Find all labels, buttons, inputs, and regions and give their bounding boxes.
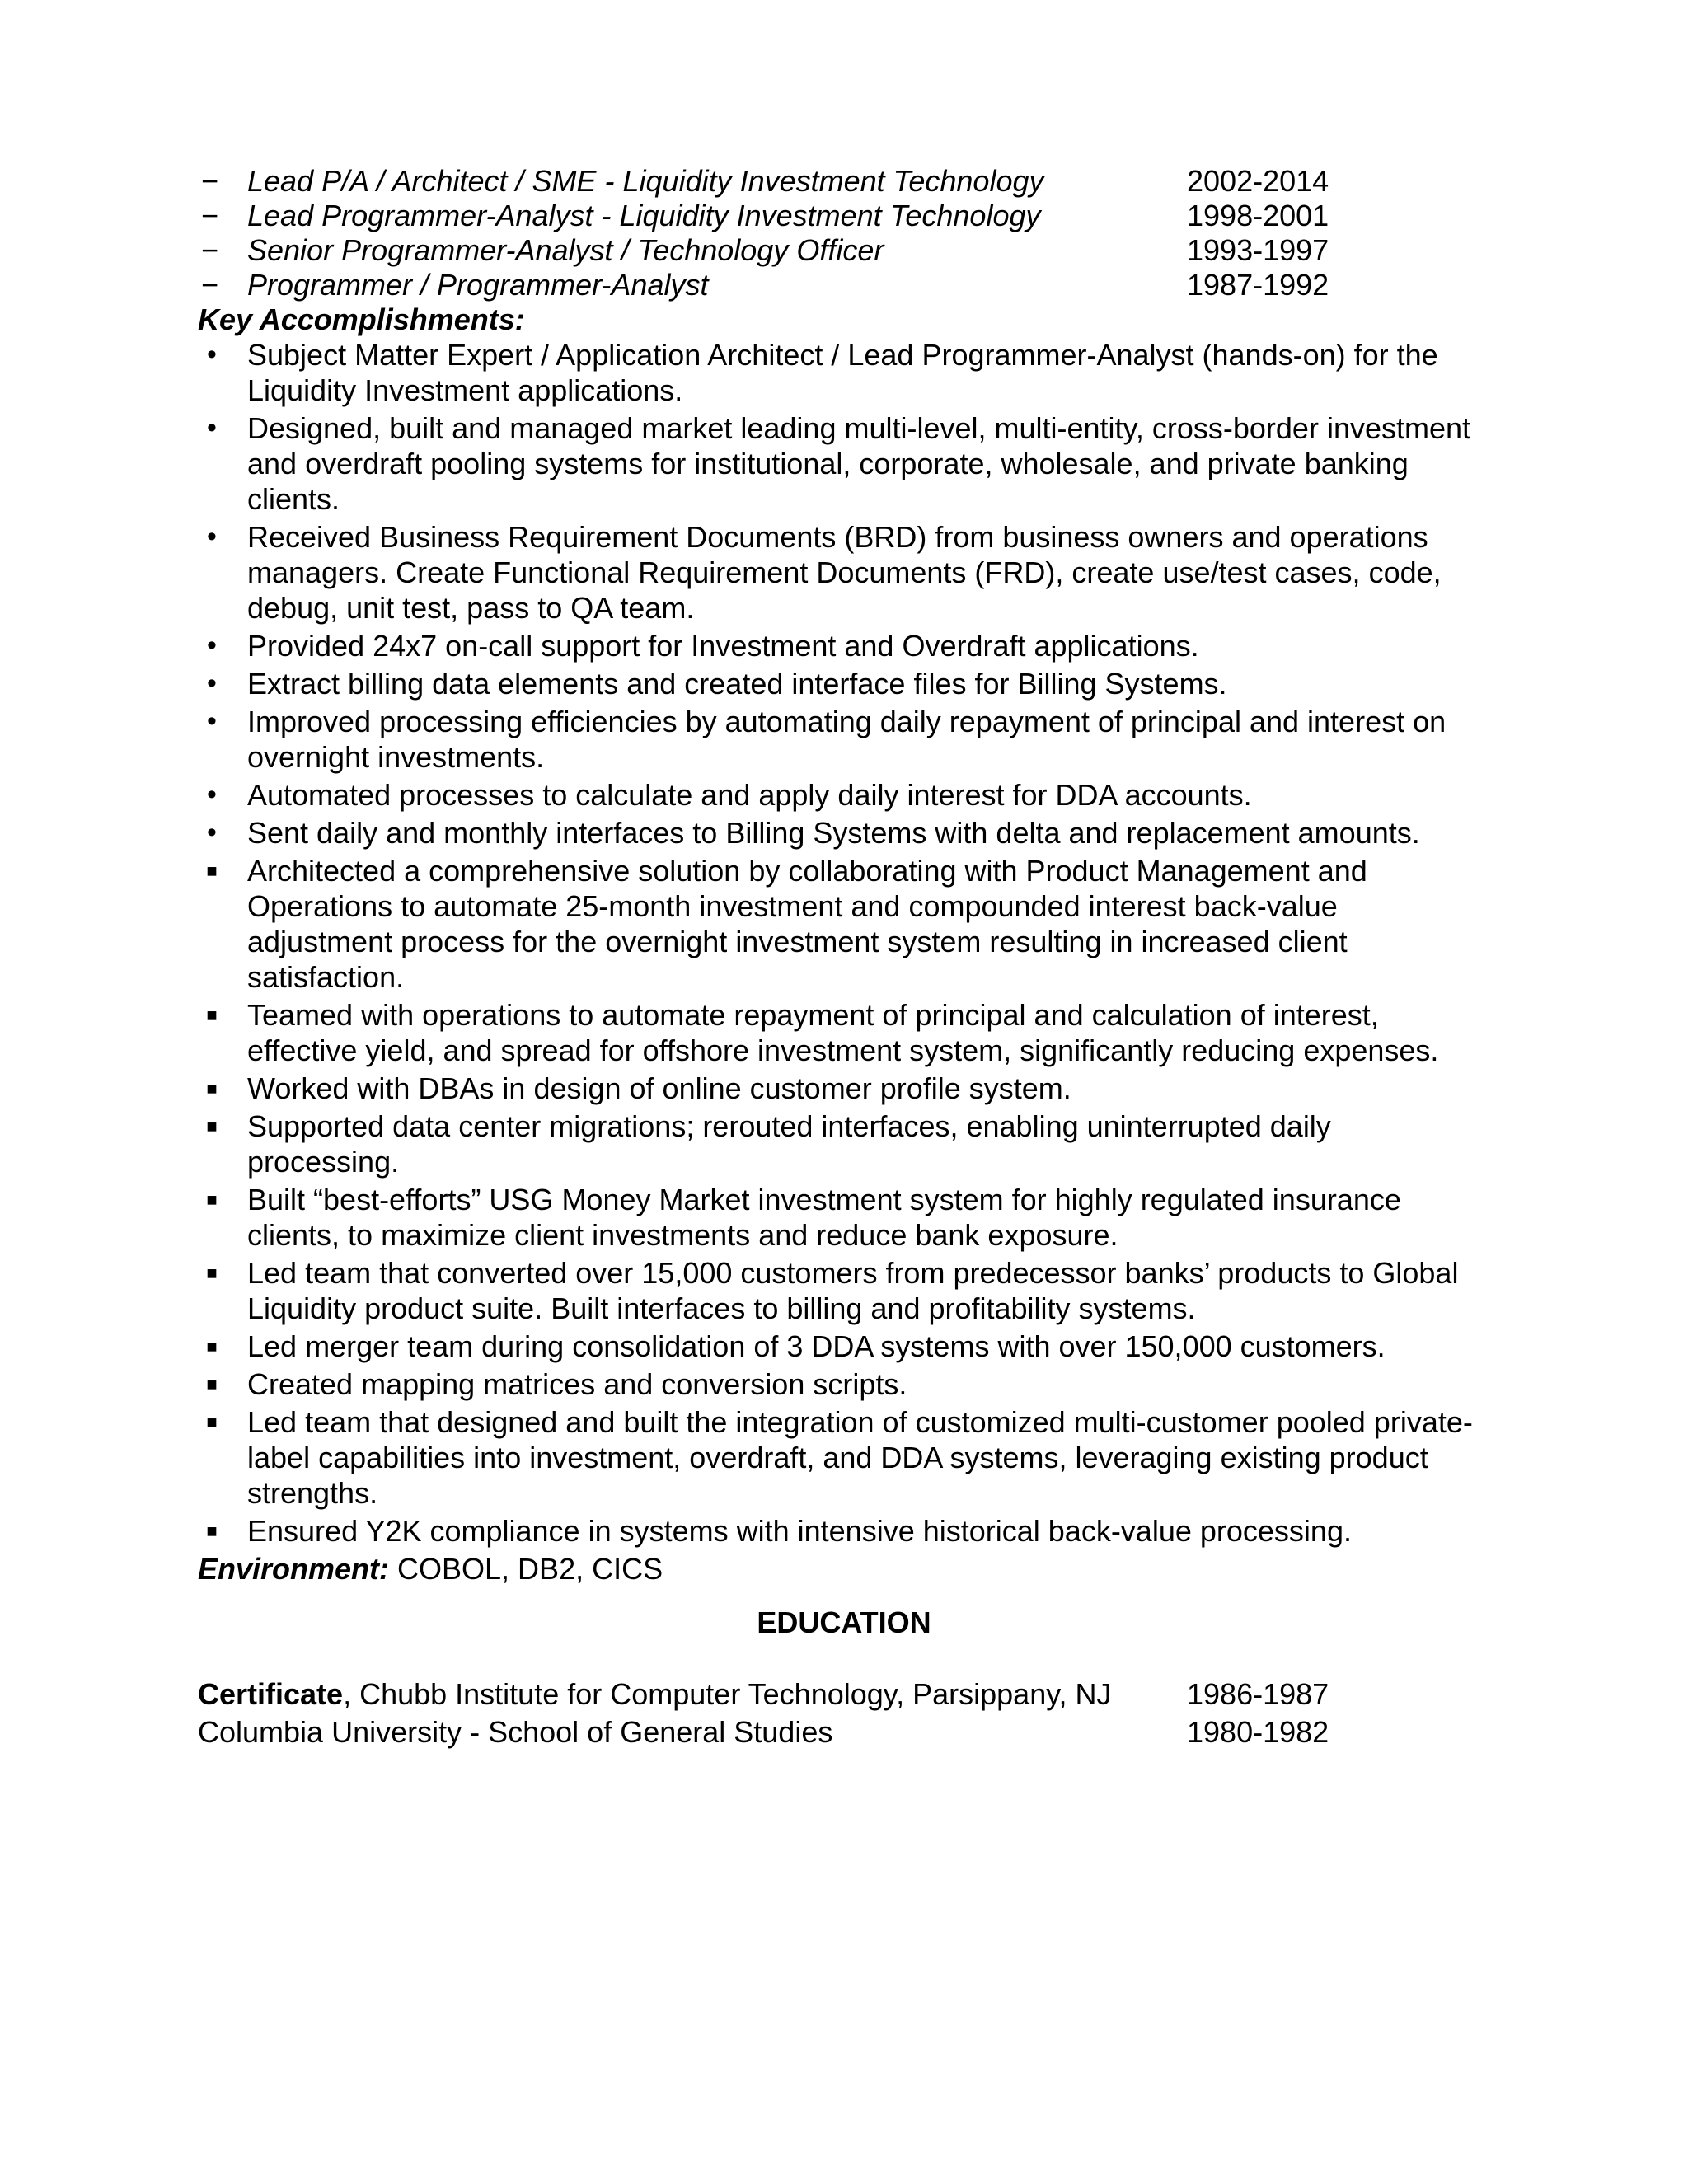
role-row bbox=[198, 198, 1484, 232]
list-item-text: Led team that designed and built the integration of customized multi-customer pooled private-label capabilities into investment, overdraft, and DDA systems, leveraging existing product strengths. bbox=[247, 1405, 1473, 1510]
education-institution bbox=[198, 1714, 832, 1750]
education-entry bbox=[198, 1714, 1484, 1752]
bullet-icon: • bbox=[207, 339, 217, 370]
square-bullet-icon: ■ bbox=[206, 1374, 218, 1394]
bullet-icon: • bbox=[207, 630, 217, 661]
list-item bbox=[198, 1071, 1484, 1106]
list-item-text: Automated processes to calculate and apply daily interest for DDA accounts. bbox=[247, 778, 1252, 812]
square-bullet-icon: ■ bbox=[206, 1078, 218, 1099]
list-item-text: Provided 24x7 on-call support for Investment and Overdraft applications. bbox=[247, 629, 1199, 663]
education-institution bbox=[198, 1676, 1112, 1712]
list-item bbox=[198, 1513, 1484, 1549]
list-item-text: Led merger team during consolidation of 3 DDA systems with over 150,000 customers. bbox=[247, 1329, 1386, 1363]
list-item bbox=[198, 815, 1484, 851]
list-item-text: Sent daily and monthly interfaces to Billing Systems with delta and replacement amounts. bbox=[247, 816, 1420, 850]
role-row bbox=[198, 267, 1484, 302]
list-item bbox=[198, 1329, 1484, 1364]
square-bullet-icon: ■ bbox=[206, 1412, 218, 1432]
list-item-text: Improved processing efficiencies by automating daily repayment of principal and interest on overnight investments. bbox=[247, 705, 1447, 774]
list-item bbox=[198, 704, 1484, 775]
education-heading: EDUCATION bbox=[757, 1605, 931, 1639]
list-item bbox=[198, 777, 1484, 813]
bullet-icon: • bbox=[207, 779, 217, 810]
list-item bbox=[198, 1404, 1484, 1511]
square-bullet-icon: ■ bbox=[206, 860, 218, 881]
education-entry bbox=[198, 1676, 1484, 1714]
role-title: Lead Programmer-Analyst - Liquidity Investment Technology bbox=[247, 199, 1041, 232]
role-years: 1993-1997 bbox=[1187, 233, 1329, 267]
list-item-text: Extract billing data elements and created interface files for Billing Systems. bbox=[247, 667, 1227, 701]
list-item-text: Designed, built and managed market leading multi-level, multi-entity, cross-border investment and overdraft pooling systems for institutional, corporate, wholesale, and private banking clients. bbox=[247, 411, 1471, 516]
list-item bbox=[198, 1108, 1484, 1179]
dash-marker: − bbox=[201, 164, 219, 198]
dash-marker: − bbox=[201, 233, 219, 267]
environment-label: Environment: bbox=[198, 1552, 390, 1586]
list-item bbox=[198, 1255, 1484, 1326]
education-detail: Columbia University - School of General Studies bbox=[198, 1715, 833, 1749]
role-title: Senior Programmer-Analyst / Technology Officer bbox=[247, 233, 884, 267]
list-item-text: Received Business Requirement Documents (BRD) from business owners and operations managers. Create Functional Requirement Documents (FRD), create use/test cases, code, debug, unit test, pass to QA team. bbox=[247, 520, 1442, 625]
role-years: 1998-2001 bbox=[1187, 199, 1329, 232]
square-bullet-icon: ■ bbox=[206, 1336, 218, 1357]
key-accomplishments-heading: Key Accomplishments: bbox=[198, 302, 525, 336]
education-detail: , Chubb Institute for Computer Technology, Parsippany, NJ bbox=[343, 1677, 1112, 1711]
role-row bbox=[198, 163, 1484, 198]
education-credential: Certificate bbox=[198, 1677, 344, 1711]
list-item bbox=[198, 1182, 1484, 1253]
square-bullet-icon: ■ bbox=[206, 1263, 218, 1283]
list-item bbox=[198, 997, 1484, 1068]
bullet-icon: • bbox=[207, 412, 217, 443]
role-row bbox=[198, 232, 1484, 267]
education-years: 1980-1982 bbox=[1187, 1715, 1329, 1749]
dash-marker: − bbox=[201, 268, 219, 302]
list-item-text: Teamed with operations to automate repayment of principal and calculation of interest, effective yield, and spread for offshore investment system, significantly reducing expenses. bbox=[247, 998, 1439, 1067]
role-title: Lead P/A / Architect / SME - Liquidity Investment Technology bbox=[247, 164, 1044, 198]
list-item bbox=[198, 628, 1484, 663]
education-years: 1986-1987 bbox=[1187, 1677, 1329, 1711]
role-title: Programmer / Programmer-Analyst bbox=[247, 268, 709, 302]
dash-marker: − bbox=[201, 199, 219, 232]
list-item-text: Ensured Y2K compliance in systems with intensive historical back-value processing. bbox=[247, 1514, 1352, 1548]
bullet-icon: • bbox=[207, 668, 217, 699]
environment-value: COBOL, DB2, CICS bbox=[389, 1552, 663, 1586]
square-bullet-icon: ■ bbox=[206, 1521, 218, 1541]
list-item bbox=[198, 1366, 1484, 1402]
list-item-text: Created mapping matrices and conversion scripts. bbox=[247, 1367, 907, 1401]
list-item bbox=[198, 519, 1484, 626]
bullet-icon: • bbox=[207, 521, 217, 552]
list-item bbox=[198, 853, 1484, 995]
bullet-icon: • bbox=[207, 817, 217, 848]
role-years: 2002-2014 bbox=[1187, 164, 1329, 198]
list-item-text: Architected a comprehensive solution by collaborating with Product Management and Operations to automate 25-month investment and compounded interest back-value adjustment process for the overnight investment system resulting in increased client satisfaction. bbox=[247, 854, 1367, 994]
list-item-text: Worked with DBAs in design of online customer profile system. bbox=[247, 1071, 1071, 1105]
bullet-icon: • bbox=[207, 705, 217, 737]
list-item bbox=[198, 337, 1484, 408]
square-bullet-icon: ■ bbox=[206, 1005, 218, 1025]
square-bullet-icon: ■ bbox=[206, 1189, 218, 1210]
list-item-text: Supported data center migrations; rerouted interfaces, enabling uninterrupted daily processing. bbox=[247, 1109, 1331, 1179]
list-item-text: Led team that converted over 15,000 customers from predecessor banks’ products to Global Liquidity product suite. Built interfaces to billing and profitability systems. bbox=[247, 1256, 1459, 1325]
environment-line bbox=[198, 1551, 1484, 1586]
role-years: 1987-1992 bbox=[1187, 268, 1329, 302]
accomplishments-list bbox=[198, 337, 1484, 1549]
list-item bbox=[198, 666, 1484, 701]
list-item-text: Built “best-efforts” USG Money Market investment system for highly regulated insurance clients, to maximize client investments and reduce bank exposure. bbox=[247, 1183, 1401, 1252]
list-item bbox=[198, 410, 1484, 517]
list-item-text: Subject Matter Expert / Application Architect / Lead Programmer-Analyst (hands-on) for the Liquidity Investment applications. bbox=[247, 338, 1438, 407]
education-section bbox=[198, 1676, 1484, 1752]
experience-section bbox=[198, 163, 1484, 1586]
square-bullet-icon: ■ bbox=[206, 1116, 218, 1137]
